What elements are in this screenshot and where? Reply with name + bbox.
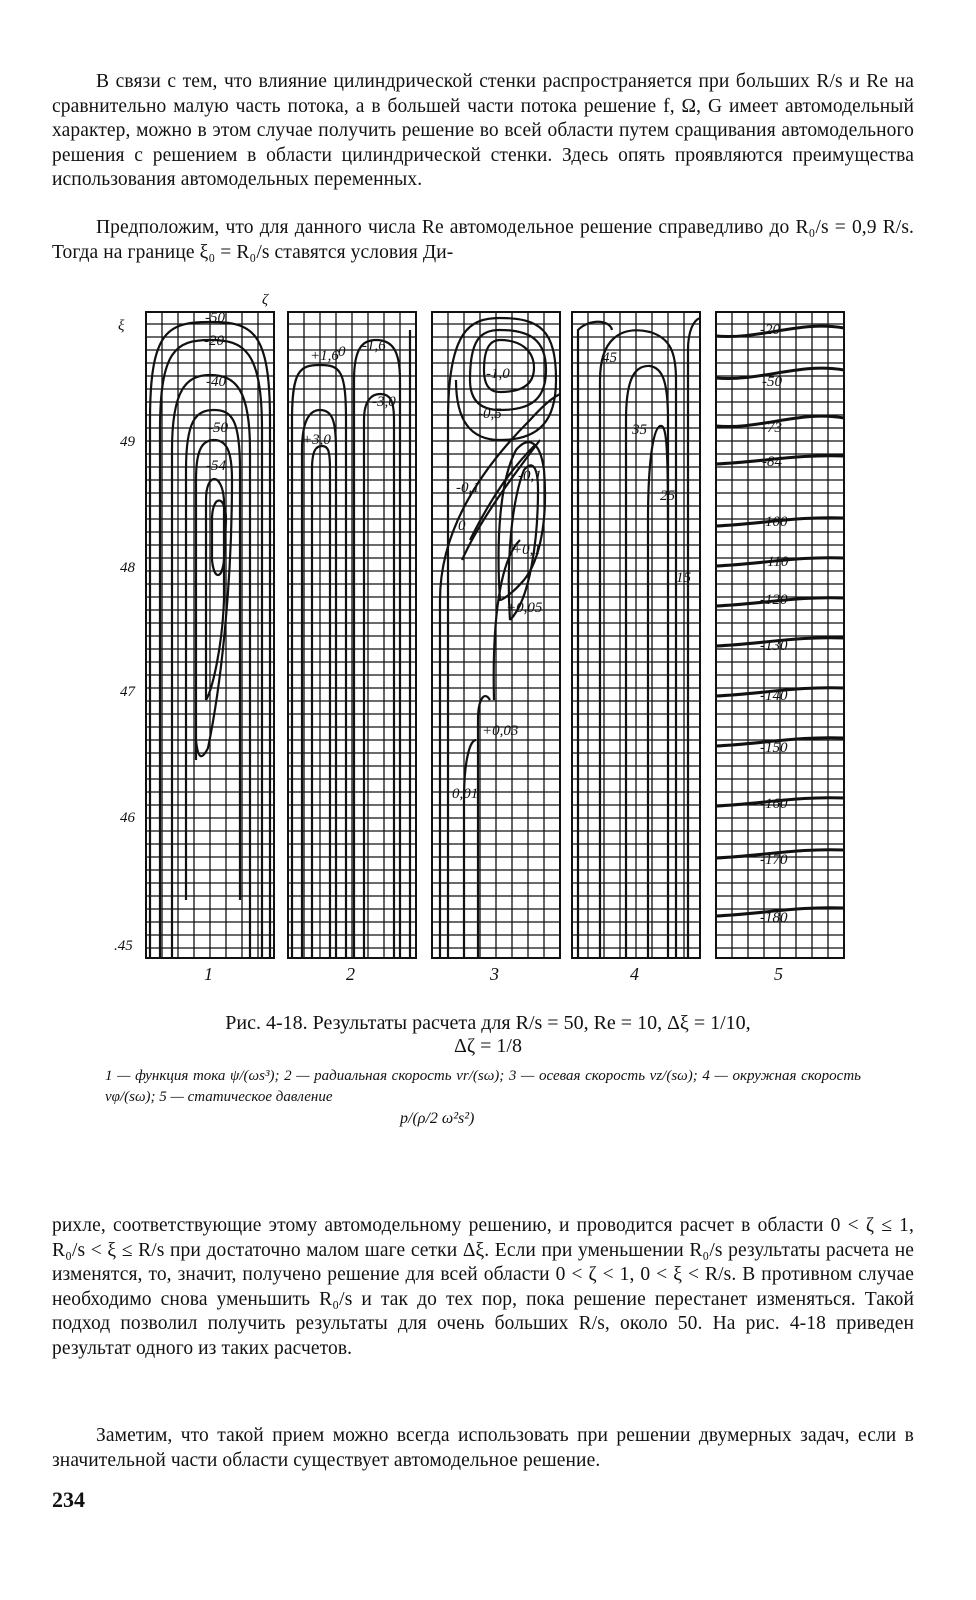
panel-2-contour-label: 0: [338, 344, 346, 360]
panel-3-contour-label: -0,5: [478, 406, 502, 422]
panel-5-contour-label: -130: [760, 638, 788, 654]
panel-2-contour-label: +3,0: [302, 432, 331, 448]
panel-label-1: 1: [204, 964, 213, 984]
figure-legend: 1 — функция тока ψ/(ωs³); 2 — радиальная скорость vr/(sω); 3 — осевая скорость vz/(sω); 4 — окружная скорость vφ/(sω); 5 — статическое давление: [105, 1068, 861, 1105]
panel-3-contour-label: -1,0: [486, 366, 510, 382]
panel-5-contour-label: -20: [760, 322, 780, 338]
panel-3-contour-label: +0,03: [482, 723, 519, 739]
paragraph-method: рихле, соответствующие этому автомодельному решению, и проводится расчет в области 0 < ζ ≤ 1, R₀/s < ξ ≤ R/s при достаточно малом шаге сетки Δξ. Если при уменьшении R₀/s результаты расчета не изменятся, то, значит, получено решение для всей области 0 < ζ < 1, 0 < ξ < R/s. В противном случае необходимо снова уменьшить R₀/s и так до тех пор, пока решение перестанет изменяться. Такой подход позволил получить результаты для очень больших R/s, около 50. На рис. 4-18 приведен результат одного из таких расчетов.: [52, 1215, 914, 1359]
panel-5-contour-label: -120: [760, 592, 788, 608]
panel-3-contour-label: +0,05: [506, 600, 543, 616]
panel-3-contour-label: +0,1: [512, 542, 541, 558]
panel-1-contour-label: -40: [206, 374, 226, 390]
panel-4-contour-label: 35: [632, 422, 647, 438]
panel-3-contour-label: -0,1: [456, 480, 480, 496]
paragraph-intro: В связи с тем, что влияние цилиндрической стенки распространяется при больших R/s и Re на сравнительно малую часть потока, а в большей части потока решение f, Ω, G имеет автомодельный характер, можно в этом случае получить решение во всей области путем сращивания автомодельного решения с решением в области цилиндрической стенки. Здесь опять проявляются преимущества использования автомодельных переменных.: [52, 71, 914, 191]
pressure-formula: p/(ρ/2 ω²s²): [400, 1110, 475, 1127]
panel-2-contour-label: -3,0: [372, 394, 396, 410]
panel-5-contour-label: -73: [762, 420, 782, 436]
y-tick-label: .45: [114, 938, 133, 954]
azimuthal-velocity-curve: [578, 322, 612, 958]
y-tick-label: 48: [120, 560, 135, 576]
panel-2-contour-label: +1,6: [310, 348, 339, 364]
axis-xi-label: ξ: [118, 318, 125, 334]
panel-1-contour-label: -50: [205, 310, 225, 326]
panel-5-contour-label: -160: [760, 796, 788, 812]
panel-3-contour-label: 0: [458, 518, 466, 534]
paragraph-assumption: Предположим, что для данного числа Re автомодельное решение справедливо до R₀/s = 0,9 R/s. Тогда на границе ξ₀ = R₀/s ставятся условия Ди-: [52, 217, 914, 263]
grid-panel-2: [288, 312, 416, 958]
azimuthal-velocity-curve: [688, 318, 700, 958]
panel-1-contour-label: -20: [204, 333, 224, 349]
panel-2-contour-label: -1,6: [362, 338, 386, 354]
panel-label-2: 2: [346, 964, 355, 984]
axial-velocity-curve: [464, 740, 476, 958]
panel-label-4: 4: [630, 964, 639, 984]
grid-panel-4: [572, 312, 700, 958]
axial-velocity-curve: [440, 394, 560, 958]
panel-5-contour-label: -84: [762, 454, 782, 470]
panel-1-contour-label: -54: [206, 458, 226, 474]
paragraph-conclusion: Заметим, что такой прием можно всегда использовать при решении двумерных задач, если в значительной части области существует автомодельное решение.: [52, 1425, 914, 1471]
panel-3-contour-label: -0,1: [518, 468, 542, 484]
panel-4-contour-label: 25: [660, 488, 675, 504]
axis-zeta-label: ζ: [262, 292, 269, 308]
panel-4-contour-label: 15: [676, 570, 691, 586]
panel-1-contour-label: -50: [208, 420, 228, 436]
panel-5-contour-label: -110: [762, 554, 789, 570]
panel-5-contour-label: -140: [760, 688, 788, 704]
radial-velocity-curve: [312, 446, 330, 958]
panel-3-contour-label: 0,01: [452, 786, 479, 802]
panel-5-contour-label: -170: [760, 852, 788, 868]
y-tick-label: 49: [120, 434, 135, 450]
panel-5-contour-label: -50: [762, 374, 782, 390]
panel-5-contour-label: -100: [760, 514, 788, 530]
y-tick-label: 47: [120, 684, 135, 700]
page-number: 234: [52, 1487, 85, 1512]
panel-4-contour-label: 45: [602, 350, 617, 366]
figure-caption-title-2: Δζ = 1/8: [454, 1035, 522, 1057]
y-tick-label: 46: [120, 810, 135, 826]
grid-panel-1: [146, 312, 274, 958]
panel-label-5: 5: [774, 964, 783, 984]
panel-5-contour-label: -150: [760, 740, 788, 756]
figure-caption-title: Рис. 4-18. Результаты расчета для R/s = 50, Re = 10, Δξ = 1/10,: [225, 1012, 751, 1034]
panel-label-3: 3: [490, 964, 499, 984]
panel-5-contour-label: -180: [760, 910, 788, 926]
